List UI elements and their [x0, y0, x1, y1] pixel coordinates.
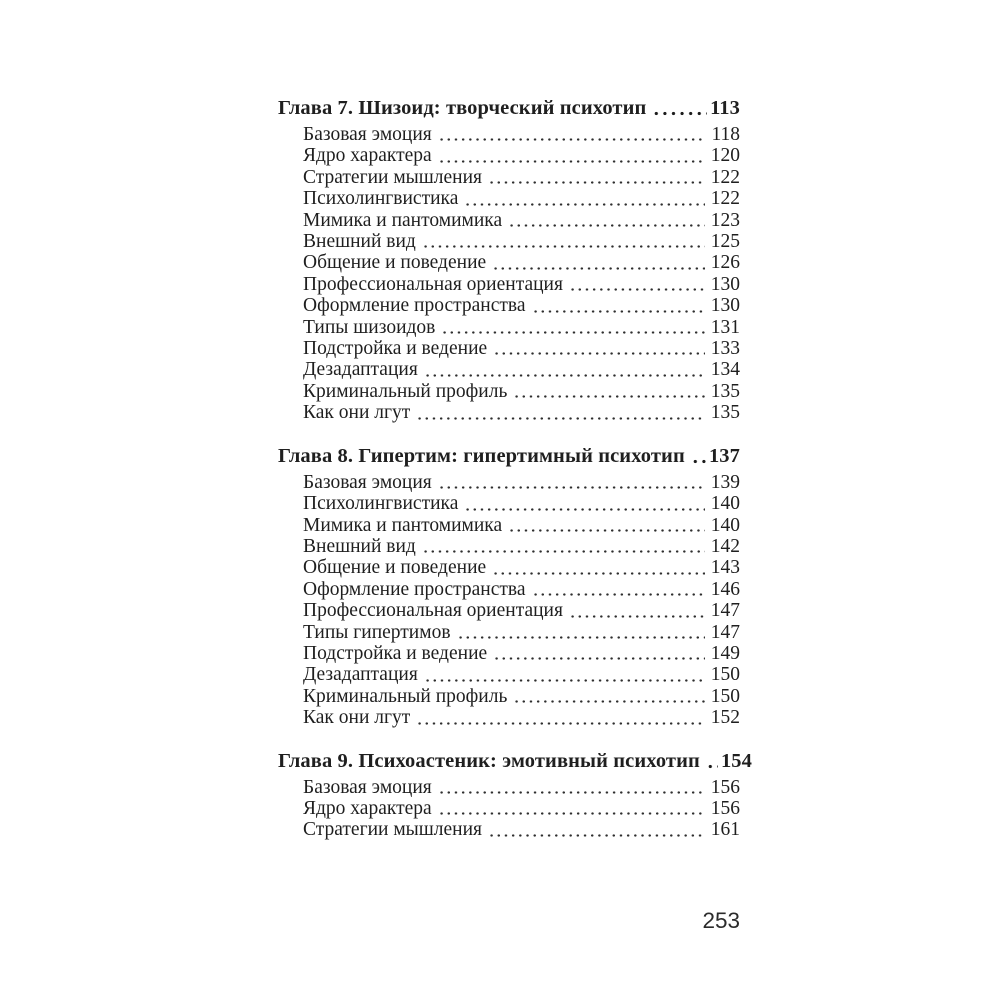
dot-leader	[438, 159, 705, 164]
toc-entry-title: Базовая эмоция	[303, 124, 432, 145]
dot-leader	[416, 416, 705, 421]
toc-entry-title: Профессиональная ориентация	[303, 273, 563, 295]
dot-leader	[441, 330, 704, 335]
toc-entry	[278, 536, 740, 557]
toc-entry-page-number: 161	[710, 819, 740, 841]
toc-entry-page-number: 150	[710, 685, 740, 707]
toc-chapter-title: Глава 9. Психоастеник: эмотивный психотип	[278, 749, 700, 772]
toc-entry	[278, 124, 740, 145]
toc-entry-page-number: 130	[710, 273, 740, 295]
folio-page-number: 253	[702, 908, 740, 933]
toc-chapter-entries	[278, 472, 740, 729]
toc-entry-page-number: 147	[710, 600, 740, 622]
toc-chapter-page-number: 113	[710, 97, 740, 119]
toc-entry	[278, 338, 740, 359]
toc-chapter-heading	[278, 749, 752, 772]
toc-entry-title: Ядро характера	[303, 797, 432, 819]
dot-leader	[493, 351, 705, 356]
toc-entry	[278, 600, 740, 621]
toc-entry	[278, 622, 740, 643]
dot-leader	[569, 614, 705, 619]
toc-chapter	[278, 445, 740, 729]
toc-entry-title: Типы шизоидов	[303, 316, 436, 338]
dot-leader	[488, 180, 705, 185]
toc-entry-title: Ядро характера	[303, 145, 432, 167]
toc-entry-page-number: 134	[710, 359, 740, 381]
toc-entry-title: Криминальный профиль	[303, 380, 508, 402]
toc-entry-page-number: 147	[710, 621, 740, 643]
toc-entry-page-number: 143	[710, 557, 740, 579]
toc-entry	[278, 317, 740, 338]
toc-entry-title: Дезадаптация	[303, 359, 418, 381]
toc-entry-title: Стратегии мышления	[303, 819, 483, 841]
toc-entry-page-number: 156	[710, 776, 740, 798]
dot-leader	[438, 790, 705, 795]
toc-chapter-entries	[278, 124, 740, 424]
toc-entry-page-number: 135	[710, 402, 740, 424]
toc-chapter-page-number: 154	[720, 749, 752, 772]
toc-chapter	[278, 749, 752, 841]
toc-entry-page-number: 142	[710, 535, 740, 557]
toc-entry-page-number: 125	[710, 231, 740, 253]
dot-leader	[488, 833, 705, 838]
toc-entry	[278, 167, 740, 188]
toc-entry	[278, 188, 740, 209]
toc-entry	[278, 472, 740, 493]
toc-entry-page-number: 131	[710, 316, 740, 338]
toc-entry-title: Общение и поведение	[303, 557, 487, 579]
dot-leader	[438, 811, 705, 816]
dot-leader	[438, 137, 706, 142]
toc-entry-title: Базовая эмоция	[303, 776, 432, 798]
toc-chapter-page-number: 137	[708, 444, 740, 467]
toc-entry-title: Стратегии мышления	[303, 166, 483, 188]
toc-entry	[278, 798, 740, 819]
toc-entry	[278, 515, 740, 536]
toc-entry-page-number: 152	[710, 707, 740, 729]
dot-leader	[424, 678, 705, 683]
toc-entry-page-number: 122	[710, 166, 740, 188]
dot-leader	[532, 592, 705, 597]
dot-leader	[492, 571, 705, 576]
toc-entry	[278, 274, 740, 295]
toc-entry-page-number: 135	[710, 380, 740, 402]
toc-entry	[278, 402, 740, 423]
dot-leader	[508, 223, 705, 228]
toc-entry	[278, 252, 740, 273]
toc-entry	[278, 381, 740, 402]
toc-entry	[278, 210, 740, 231]
toc-entry	[278, 359, 740, 380]
toc-entry	[278, 686, 740, 707]
toc-entry-title: Подстройка и ведение	[303, 338, 488, 360]
toc-chapter-heading	[278, 445, 740, 467]
toc-entry-title: Общение и поведение	[303, 252, 487, 274]
toc-chapter-title: Глава 8. Гипертим: гипертимный психотип	[278, 444, 685, 467]
toc-entry	[278, 493, 740, 514]
toc-entry-page-number: 130	[710, 295, 740, 317]
toc-entry-title: Психолингвистика	[303, 493, 459, 515]
toc-entry-page-number: 150	[710, 664, 740, 686]
dot-leader	[424, 373, 705, 378]
toc-entry	[278, 643, 740, 664]
toc-entry-title: Как они лгут	[303, 707, 411, 729]
toc-entry	[278, 295, 740, 316]
toc-entry-title: Профессиональная ориентация	[303, 600, 563, 622]
toc-entry	[278, 707, 740, 728]
dot-leader	[464, 507, 704, 512]
dot-leader	[691, 459, 706, 464]
toc-chapter-entries	[278, 777, 740, 841]
dot-leader	[508, 528, 705, 533]
dot-leader	[422, 549, 705, 554]
dot-leader	[513, 699, 704, 704]
toc-chapter-title: Глава 7. Шизоид: творческий психотип	[278, 97, 647, 119]
toc-chapter	[278, 97, 740, 424]
dot-leader	[652, 111, 707, 116]
toc-entry	[278, 145, 740, 166]
toc-entry	[278, 664, 740, 685]
dot-leader	[416, 721, 705, 726]
toc-entry-page-number: 118	[711, 124, 740, 145]
toc-entry-title: Внешний вид	[303, 535, 416, 557]
toc-entry-page-number: 133	[710, 338, 740, 360]
dot-leader	[706, 764, 718, 769]
toc-entry-title: Как они лгут	[303, 402, 411, 424]
toc-entry	[278, 557, 740, 578]
toc-entry-title: Оформление пространства	[303, 578, 526, 600]
toc-entry-page-number: 126	[710, 252, 740, 274]
dot-leader	[532, 309, 705, 314]
dot-leader	[422, 244, 705, 249]
dot-leader	[513, 394, 704, 399]
toc-entry	[278, 231, 740, 252]
toc-entry-page-number: 156	[710, 797, 740, 819]
toc-entry	[278, 777, 740, 798]
toc-entry-title: Криминальный профиль	[303, 685, 508, 707]
table-of-contents	[278, 97, 752, 841]
toc-entry-title: Дезадаптация	[303, 664, 418, 686]
toc-entry-title: Базовая эмоция	[303, 471, 432, 493]
toc-entry-page-number: 140	[710, 514, 740, 536]
toc-entry-title: Мимика и пантомимика	[303, 514, 503, 536]
toc-entry-title: Подстройка и ведение	[303, 642, 488, 664]
dot-leader	[492, 266, 705, 271]
toc-entry-title: Оформление пространства	[303, 295, 526, 317]
toc-entry	[278, 579, 740, 600]
dot-leader	[493, 656, 705, 661]
toc-entry-title: Психолингвистика	[303, 188, 459, 210]
toc-entry-page-number: 139	[710, 471, 740, 493]
dot-leader	[438, 485, 705, 490]
toc-entry	[278, 819, 740, 840]
dot-leader	[464, 202, 704, 207]
toc-entry-page-number: 149	[710, 642, 740, 664]
toc-entry-title: Мимика и пантомимика	[303, 209, 503, 231]
toc-chapter-heading	[278, 97, 740, 119]
toc-entry-page-number: 123	[710, 209, 740, 231]
toc-entry-page-number: 122	[710, 188, 740, 210]
toc-entry-title: Внешний вид	[303, 231, 416, 253]
dot-leader	[457, 635, 705, 640]
toc-entry-page-number: 146	[710, 578, 740, 600]
toc-entry-page-number: 120	[710, 145, 740, 167]
page-footer	[702, 907, 740, 935]
dot-leader	[569, 287, 705, 292]
toc-entry-title: Типы гипертимов	[303, 621, 451, 643]
toc-entry-page-number: 140	[710, 493, 740, 515]
